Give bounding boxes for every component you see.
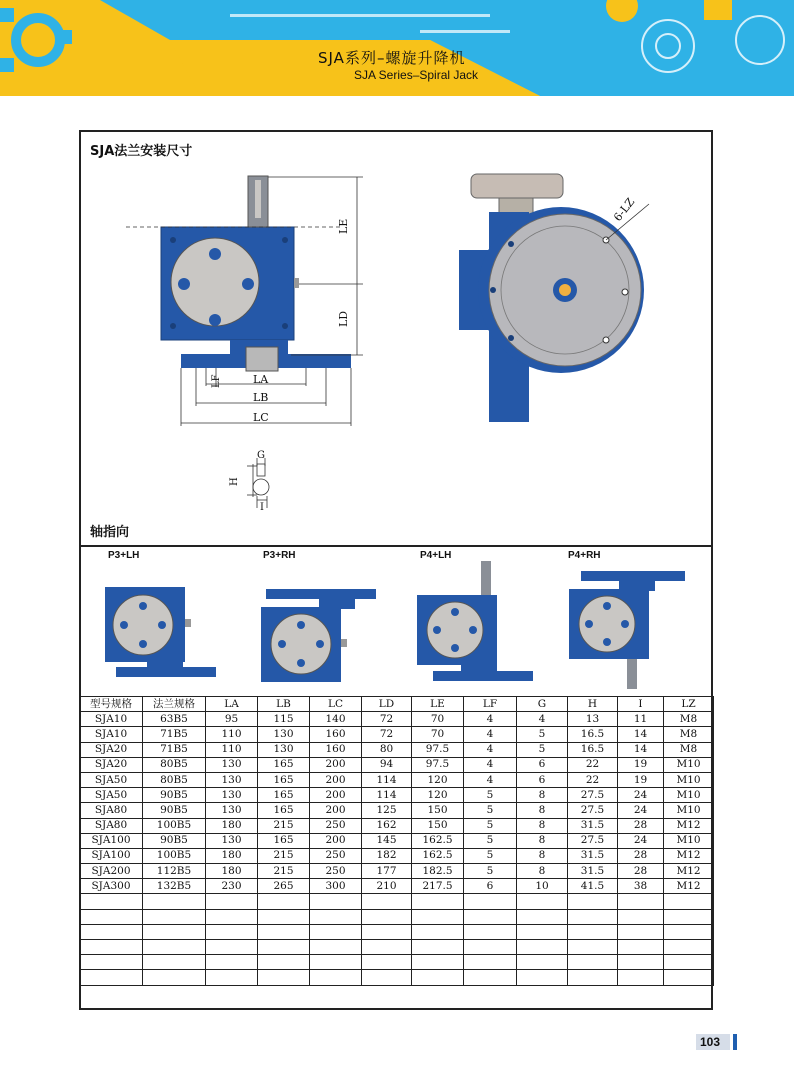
table-cell: 72: [362, 712, 412, 727]
table-cell: 31.5: [568, 848, 618, 863]
table-cell: 24: [618, 833, 664, 848]
table-row: [80, 727, 714, 742]
table-cell: SJA100: [80, 848, 143, 863]
table-cell: 31.5: [568, 864, 618, 879]
header-title-cn: SJA系列–螺旋升降机: [318, 49, 466, 67]
table-cell: 177: [362, 864, 412, 879]
table-row-empty: [80, 909, 714, 924]
table-cell: [517, 955, 568, 970]
table-cell: 41.5: [568, 879, 618, 894]
table-cell: 8: [517, 803, 568, 818]
table-cell: [362, 894, 412, 909]
dim-label-ld: LD: [337, 310, 350, 327]
table-cell: 27.5: [568, 788, 618, 803]
table-cell: [568, 894, 618, 909]
table-cell: 27.5: [568, 803, 618, 818]
table-row: [80, 772, 714, 787]
table-cell: 150: [412, 818, 464, 833]
table-cell: 162.5: [412, 848, 464, 863]
table-cell: 28: [618, 848, 664, 863]
table-cell: [464, 894, 517, 909]
table-header-cell: LZ: [664, 697, 714, 712]
table-cell: 160: [310, 727, 362, 742]
table-cell: 10: [517, 879, 568, 894]
table-cell: 230: [206, 879, 258, 894]
table-cell: 130: [206, 803, 258, 818]
table-cell: 130: [206, 757, 258, 772]
table-cell: 120: [412, 788, 464, 803]
table-cell: 5: [464, 788, 517, 803]
dim-label-i: I: [260, 502, 264, 513]
shaft-view-p3-lh: [105, 587, 216, 677]
table-cell: 4: [464, 727, 517, 742]
table-cell: 8: [517, 864, 568, 879]
table-cell: [80, 924, 143, 939]
table-cell: [143, 940, 206, 955]
table-cell: [310, 940, 362, 955]
table-cell: 63B5: [143, 712, 206, 727]
table-cell: 200: [310, 757, 362, 772]
table-cell: SJA80: [80, 803, 143, 818]
table-header-cell: LE: [412, 697, 464, 712]
table-cell: SJA10: [80, 727, 143, 742]
table-cell: 215: [258, 864, 310, 879]
table-cell: [80, 909, 143, 924]
table-cell: [464, 924, 517, 939]
table-cell: 90B5: [143, 833, 206, 848]
table-cell: 4: [464, 772, 517, 787]
table-cell: 114: [362, 788, 412, 803]
table-cell: [664, 894, 714, 909]
table-cell: [517, 894, 568, 909]
table-row: [80, 803, 714, 818]
table-cell: 200: [310, 788, 362, 803]
table-cell: 6: [517, 757, 568, 772]
table-cell: 38: [618, 879, 664, 894]
section-title-shaft: 轴指向: [90, 525, 130, 540]
table-cell: 97.5: [412, 742, 464, 757]
table-cell: 200: [310, 803, 362, 818]
table-cell: [258, 970, 310, 985]
table-cell: 5: [464, 864, 517, 879]
table-cell: [206, 924, 258, 939]
table-cell: [143, 955, 206, 970]
table-row: [80, 864, 714, 879]
table-row-empty: [80, 970, 714, 985]
table-cell: M12: [664, 848, 714, 863]
table-cell: SJA50: [80, 772, 143, 787]
table-cell: M10: [664, 772, 714, 787]
table-cell: 165: [258, 757, 310, 772]
table-cell: 110: [206, 727, 258, 742]
table-cell: M10: [664, 788, 714, 803]
table-cell: 5: [464, 803, 517, 818]
table-cell: [258, 894, 310, 909]
table-cell: [464, 955, 517, 970]
table-cell: 200: [310, 772, 362, 787]
table-cell: M10: [664, 803, 714, 818]
spec-table: [79, 696, 714, 986]
table-row-empty: [80, 924, 714, 939]
shaft-label-p3-rh: P3+RH: [263, 550, 296, 561]
table-cell: SJA100: [80, 833, 143, 848]
table-row: [80, 879, 714, 894]
table-header-cell: LD: [362, 697, 412, 712]
table-cell: 125: [362, 803, 412, 818]
table-cell: M10: [664, 757, 714, 772]
table-cell: [206, 970, 258, 985]
table-cell: 95: [206, 712, 258, 727]
table-cell: 16.5: [568, 742, 618, 757]
shaft-direction-drawings: [81, 547, 711, 695]
table-cell: [362, 940, 412, 955]
table-cell: 8: [517, 788, 568, 803]
table-cell: 4: [464, 757, 517, 772]
table-cell: M12: [664, 864, 714, 879]
table-cell: 94: [362, 757, 412, 772]
dim-label-lc: LC: [253, 411, 269, 424]
page-number-bar: [733, 1034, 737, 1050]
table-cell: 71B5: [143, 742, 206, 757]
table-cell: [412, 955, 464, 970]
table-cell: M12: [664, 818, 714, 833]
table-cell: [464, 909, 517, 924]
table-cell: [664, 924, 714, 939]
table-row: [80, 742, 714, 757]
table-cell: 165: [258, 788, 310, 803]
table-cell: [310, 924, 362, 939]
table-cell: 13: [568, 712, 618, 727]
table-cell: 97.5: [412, 757, 464, 772]
table-cell: 145: [362, 833, 412, 848]
page-number-text: 103: [700, 1035, 721, 1049]
table-row: [80, 818, 714, 833]
table-cell: SJA10: [80, 712, 143, 727]
table-cell: 24: [618, 788, 664, 803]
table-cell: 71B5: [143, 727, 206, 742]
table-cell: [362, 924, 412, 939]
table-cell: 115: [258, 712, 310, 727]
table-cell: [362, 955, 412, 970]
table-cell: SJA50: [80, 788, 143, 803]
table-cell: 14: [618, 727, 664, 742]
table-cell: 120: [412, 772, 464, 787]
table-cell: 112B5: [143, 864, 206, 879]
table-cell: 16.5: [568, 727, 618, 742]
table-header-cell: 型号规格: [80, 697, 143, 712]
shaft-view-p4-rh: [569, 571, 685, 689]
table-body: [80, 712, 714, 985]
dim-label-la: LA: [253, 373, 269, 386]
table-cell: [568, 909, 618, 924]
table-cell: 182.5: [412, 864, 464, 879]
table-cell: 162: [362, 818, 412, 833]
table-cell: [517, 940, 568, 955]
section-title-flange: SJA法兰安装尺寸: [90, 144, 193, 159]
table-cell: 165: [258, 772, 310, 787]
table-cell: 70: [412, 727, 464, 742]
dim-label-h: H: [229, 477, 240, 486]
table-cell: 217.5: [412, 879, 464, 894]
table-cell: [143, 894, 206, 909]
table-cell: [80, 894, 143, 909]
table-cell: SJA200: [80, 864, 143, 879]
table-cell: 14: [618, 742, 664, 757]
table-cell: [464, 940, 517, 955]
table-cell: 5: [517, 727, 568, 742]
table-cell: [258, 909, 310, 924]
table-cell: 5: [464, 833, 517, 848]
table-cell: 31.5: [568, 818, 618, 833]
table-cell: 8: [517, 833, 568, 848]
table-cell: [618, 940, 664, 955]
table-cell: [310, 894, 362, 909]
table-cell: 28: [618, 818, 664, 833]
table-cell: [80, 970, 143, 985]
dim-label-lf: LF: [211, 374, 222, 388]
table-cell: [664, 955, 714, 970]
table-cell: [143, 909, 206, 924]
table-cell: 24: [618, 803, 664, 818]
table-cell: 114: [362, 772, 412, 787]
table-cell: [412, 894, 464, 909]
table-cell: 130: [206, 772, 258, 787]
table-cell: 22: [568, 772, 618, 787]
table-cell: 11: [618, 712, 664, 727]
table-cell: [664, 909, 714, 924]
table-header-cell: LF: [464, 697, 517, 712]
table-cell: [568, 924, 618, 939]
table-cell: [206, 955, 258, 970]
table-row: [80, 848, 714, 863]
table-cell: 130: [258, 742, 310, 757]
table-cell: 300: [310, 879, 362, 894]
table-row-empty: [80, 955, 714, 970]
table-row: [80, 788, 714, 803]
table-row-empty: [80, 940, 714, 955]
header-banner: [0, 0, 794, 96]
table-cell: [517, 970, 568, 985]
table-cell: [310, 909, 362, 924]
table-cell: 165: [258, 803, 310, 818]
table-cell: [362, 970, 412, 985]
table-cell: 250: [310, 864, 362, 879]
table-cell: [258, 924, 310, 939]
table-cell: 5: [464, 818, 517, 833]
table-cell: 110: [206, 742, 258, 757]
table-header-cell: LB: [258, 697, 310, 712]
table-row: [80, 712, 714, 727]
table-cell: [412, 940, 464, 955]
table-cell: [143, 970, 206, 985]
table-cell: 4: [517, 712, 568, 727]
table-cell: [568, 940, 618, 955]
table-cell: 200: [310, 833, 362, 848]
table-cell: 265: [258, 879, 310, 894]
table-cell: [517, 909, 568, 924]
table-cell: 4: [464, 742, 517, 757]
table-cell: 80B5: [143, 772, 206, 787]
table-cell: 5: [464, 848, 517, 863]
table-cell: 215: [258, 848, 310, 863]
table-cell: 100B5: [143, 848, 206, 863]
shaft-view-p4-lh: [417, 561, 533, 681]
table-cell: SJA300: [80, 879, 143, 894]
table-cell: [664, 940, 714, 955]
flange-dimension-drawing: [81, 162, 711, 517]
table-cell: 165: [258, 833, 310, 848]
table-cell: [143, 924, 206, 939]
table-cell: [258, 940, 310, 955]
table-cell: 250: [310, 818, 362, 833]
table-cell: [412, 970, 464, 985]
dim-label-lz: 6-LZ: [611, 195, 638, 224]
table-header-row: [80, 697, 714, 712]
table-cell: M8: [664, 742, 714, 757]
table-row-empty: [80, 894, 714, 909]
table-cell: [412, 909, 464, 924]
table-cell: 130: [206, 788, 258, 803]
table-cell: M8: [664, 712, 714, 727]
table-cell: [464, 970, 517, 985]
shaft-label-p3-lh: P3+LH: [108, 550, 140, 561]
table-cell: 70: [412, 712, 464, 727]
table-cell: 19: [618, 757, 664, 772]
shaft-label-p4-rh: P4+RH: [568, 550, 601, 561]
table-cell: [517, 924, 568, 939]
table-cell: M12: [664, 879, 714, 894]
table-cell: [310, 970, 362, 985]
table-cell: 250: [310, 848, 362, 863]
table-header-cell: I: [618, 697, 664, 712]
table-cell: 6: [464, 879, 517, 894]
table-cell: 132B5: [143, 879, 206, 894]
table-header-cell: LA: [206, 697, 258, 712]
table-cell: [664, 970, 714, 985]
table-cell: 6: [517, 772, 568, 787]
table-cell: 19: [618, 772, 664, 787]
page-number: [696, 1034, 736, 1050]
table-cell: 5: [517, 742, 568, 757]
table-cell: 28: [618, 864, 664, 879]
shaft-label-p4-lh: P4+LH: [420, 550, 452, 561]
table-cell: SJA20: [80, 742, 143, 757]
table-cell: 90B5: [143, 803, 206, 818]
header-title-en: SJA Series–Spiral Jack: [354, 68, 479, 82]
table-cell: 140: [310, 712, 362, 727]
table-cell: [80, 955, 143, 970]
table-cell: SJA80: [80, 818, 143, 833]
table-cell: 90B5: [143, 788, 206, 803]
table-cell: 150: [412, 803, 464, 818]
table-header-cell: H: [568, 697, 618, 712]
table-cell: M8: [664, 727, 714, 742]
table-cell: 8: [517, 848, 568, 863]
table-cell: [618, 970, 664, 985]
table-cell: 80B5: [143, 757, 206, 772]
table-cell: 130: [258, 727, 310, 742]
table-cell: [568, 970, 618, 985]
table-cell: 162.5: [412, 833, 464, 848]
table-cell: [206, 894, 258, 909]
table-cell: 80: [362, 742, 412, 757]
table-cell: [206, 940, 258, 955]
table-cell: [412, 924, 464, 939]
table-cell: SJA20: [80, 757, 143, 772]
table-cell: [618, 909, 664, 924]
table-cell: 210: [362, 879, 412, 894]
table-cell: 22: [568, 757, 618, 772]
table-cell: 215: [258, 818, 310, 833]
table-cell: [80, 940, 143, 955]
dim-label-g: G: [257, 450, 265, 461]
table-cell: [618, 894, 664, 909]
table-cell: [568, 955, 618, 970]
table-cell: 8: [517, 818, 568, 833]
table-cell: [618, 924, 664, 939]
table-cell: [206, 909, 258, 924]
table-header-cell: LC: [310, 697, 362, 712]
table-cell: 100B5: [143, 818, 206, 833]
table-row: [80, 757, 714, 772]
table-cell: 182: [362, 848, 412, 863]
dim-label-lb: LB: [253, 391, 269, 404]
table-cell: 180: [206, 818, 258, 833]
table-cell: 72: [362, 727, 412, 742]
dim-label-le: LE: [337, 218, 350, 234]
table-cell: [362, 909, 412, 924]
table-row: [80, 833, 714, 848]
table-cell: 130: [206, 833, 258, 848]
table-cell: [618, 955, 664, 970]
table-cell: 160: [310, 742, 362, 757]
table-cell: 27.5: [568, 833, 618, 848]
table-cell: 4: [464, 712, 517, 727]
table-cell: 180: [206, 848, 258, 863]
table-cell: [310, 955, 362, 970]
shaft-view-p3-rh: [261, 589, 376, 682]
table-header-cell: G: [517, 697, 568, 712]
table-cell: 180: [206, 864, 258, 879]
table-cell: [258, 955, 310, 970]
table-cell: M10: [664, 833, 714, 848]
table-header-cell: 法兰规格: [143, 697, 206, 712]
